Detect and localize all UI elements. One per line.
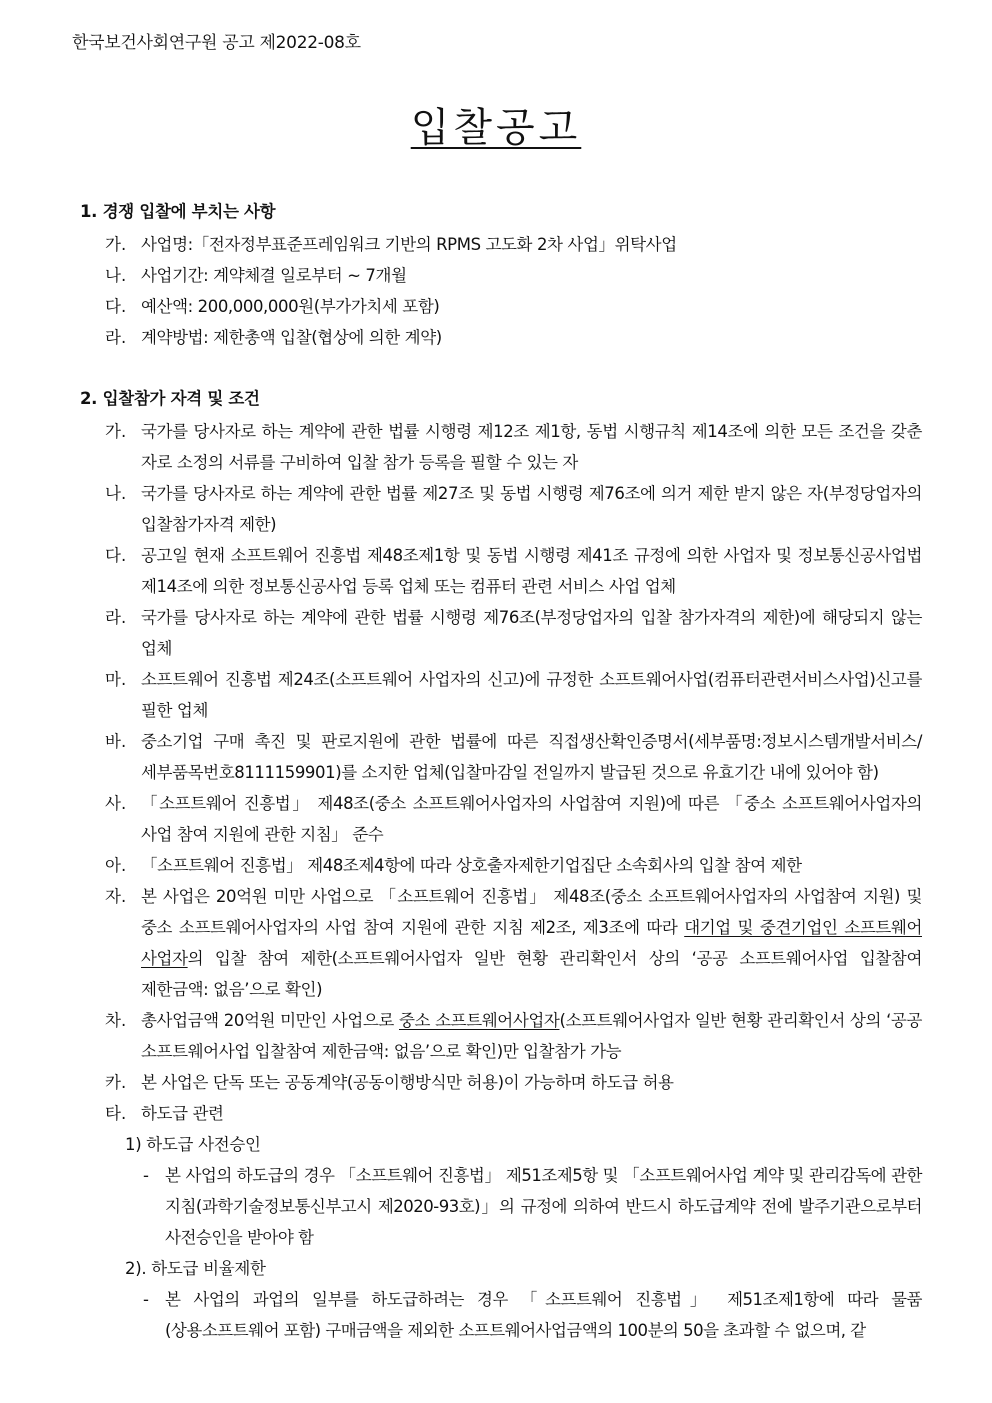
item-label: 가. (105, 235, 127, 254)
list-item (80, 881, 922, 1005)
item-label: 라. (105, 328, 127, 347)
section-heading: 1. 경쟁 입찰에 부치는 사항 (80, 202, 276, 221)
item-text: 「소프트웨어 진흥법」 제48조제4항에 따라 상호출자제한기업집단 소속회사의 입찰 참여 제한 (141, 856, 802, 875)
list-item (80, 478, 922, 540)
dash-item (80, 1160, 922, 1253)
item-text-part: 총사업금액 20억원 미만인 사업으로 (141, 1011, 399, 1030)
dash-text: 본 사업의 과업의 일부를 하도급하려는 경우 「소프트웨어 진흥법」 제51조제1항에 따라 물품(상용소프트웨어 포함) 구매금액을 제외한 소프트웨어사업금액의 100분의 50을 초과할 수 없으며, 같 (165, 1290, 922, 1340)
item-text: 공고일 현재 소프트웨어 진흥법 제48조제1항 및 동법 시행령 제41조 규정에 의한 사업자 및 정보통신공사업법 제14조에 의한 정보통신공사업 등록 업체 또는 컴퓨터 관련 서비스 사업 업체 (141, 546, 922, 596)
item-text: 사업기간: 계약체결 일로부터 ~ 7개월 (141, 266, 407, 285)
list-item (80, 1005, 922, 1067)
item-label: 바. (105, 732, 127, 751)
item-label: 나. (105, 266, 127, 285)
item-text: 본 사업은 단독 또는 공동계약(공동이행방식만 허용)이 가능하며 하도급 허용 (141, 1073, 674, 1092)
list-item (80, 850, 922, 881)
item-text: 계약방법: 제한총액 입찰(협상에 의한 계약) (141, 328, 442, 347)
item-label: 가. (105, 422, 127, 441)
item-text: 「소프트웨어 진흥법」 제48조(중소 소프트웨어사업자의 사업참여 지원)에 따른 「중소 소프트웨어사업자의 사업 참여 지원에 관한 지침」 준수 (141, 794, 922, 844)
subitem-heading: 2). 하도급 비율제한 (125, 1259, 266, 1278)
item-label: 타. (105, 1104, 127, 1123)
item-label: 자. (105, 887, 127, 906)
item-text: 중소기업 구매 촉진 및 판로지원에 관한 법률에 따른 직접생산확인증명서(세부품명:정보시스템개발서비스/세부품목번호8111159901)를 소지한 업체(입찰마감일 전일까지 발급된 것으로 유효기간 내에 있어야 함) (141, 732, 922, 782)
dash-marker: - (143, 1290, 149, 1309)
item-label: 다. (105, 297, 127, 316)
section-heading: 2. 입찰참가 자격 및 조건 (80, 389, 260, 408)
item-label: 아. (105, 856, 127, 875)
item-label: 사. (105, 794, 127, 813)
list-item (80, 540, 922, 602)
item-text: 소프트웨어 진흥법 제24조(소프트웨어 사업자의 신고)에 규정한 소프트웨어사업(컴퓨터관련서비스사업)신고를 필한 업체 (141, 670, 922, 720)
item-text-part: 의 입찰 참여 제한(소프트웨어사업자 일반 현황 관리확인서 상의 ‘공공 소프트웨어사업 입찰참여 제한금액: 없음’으로 확인) (141, 949, 922, 999)
item-text: 하도급 관련 (141, 1104, 224, 1123)
list-item (80, 726, 922, 788)
item-text: 국가를 당사자로 하는 계약에 관한 법률 제27조 및 동법 시행령 제76조에 의거 제한 받지 않은 자(부정당업자의 입찰참가자격 제한) (141, 484, 922, 534)
document-title (0, 96, 992, 153)
list-item (80, 322, 922, 353)
dash-marker: - (143, 1166, 149, 1185)
dash-text: 본 사업의 하도급의 경우 「소프트웨어 진흥법」 제51조제5항 및 「소프트웨어사업 계약 및 관리감독에 관한 지침(과학기술정보통신부고시 제2020-93호)」의 규정에 의하여 반드시 하도급계약 전에 발주기관으로부터 사전승인을 받아야 함 (165, 1166, 922, 1247)
subitem-heading: 1) 하도급 사전승인 (125, 1135, 261, 1154)
list-item (80, 291, 922, 322)
item-text-underlined: 대기업 및 중견기업인 소프트웨어 사업자 (141, 918, 922, 968)
document-title-text: 입찰공고 (410, 105, 582, 151)
item-text: 국가를 당사자로 하는 계약에 관한 법률 시행령 제12조 제1항, 동법 시행규칙 제14조에 의한 모든 조건을 갖춘 자로 소정의 서류를 구비하여 입찰 참가 등록을 필할 수 있는 자 (141, 422, 922, 472)
list-item (80, 1067, 922, 1098)
item-text-part: (소프트웨어사업자 일반 현황 관리확인서 상의 ‘공공 소프트웨어사업 입찰참여 제한금액: 없음’으로 확인)만 입찰참가 가능 (141, 1011, 922, 1061)
item-label: 차. (105, 1011, 127, 1030)
notice-number: 한국보건사회연구원 공고 제2022-08호 (72, 33, 361, 53)
list-item (80, 664, 922, 726)
list-item (80, 1098, 922, 1129)
list-item (80, 229, 922, 260)
item-text (141, 1005, 922, 1067)
item-text: 국가를 당사자로 하는 계약에 관한 법률 시행령 제76조(부정당업자의 입찰 참가자격의 제한)에 해당되지 않는 업체 (141, 608, 922, 658)
item-label: 다. (105, 546, 127, 565)
item-text-underlined: 중소 소프트웨어사업자 (399, 1011, 560, 1030)
document-body (80, 196, 922, 1346)
item-text: 예산액: 200,000,000원(부가가치세 포함) (141, 297, 440, 316)
list-item (80, 260, 922, 291)
dash-item (80, 1284, 922, 1346)
list-item (80, 602, 922, 664)
list-item (80, 788, 922, 850)
item-label: 라. (105, 608, 127, 627)
item-text (141, 881, 922, 1005)
item-label: 나. (105, 484, 127, 503)
item-text: 사업명:「전자정부표준프레임워크 기반의 RPMS 고도화 2차 사업」위탁사업 (141, 235, 677, 254)
item-text-part: 본 사업은 20억원 미만 사업으로 「소프트웨어 진흥법」 제48조(중소 소프트웨어사업자의 사업참여 지원) 및 중소 소프트웨어사업자의 사업 참여 지원에 관한 지침 제2조, 제3조에 따라 (141, 887, 922, 937)
item-label: 마. (105, 670, 127, 689)
item-label: 카. (105, 1073, 127, 1092)
list-item (80, 416, 922, 478)
